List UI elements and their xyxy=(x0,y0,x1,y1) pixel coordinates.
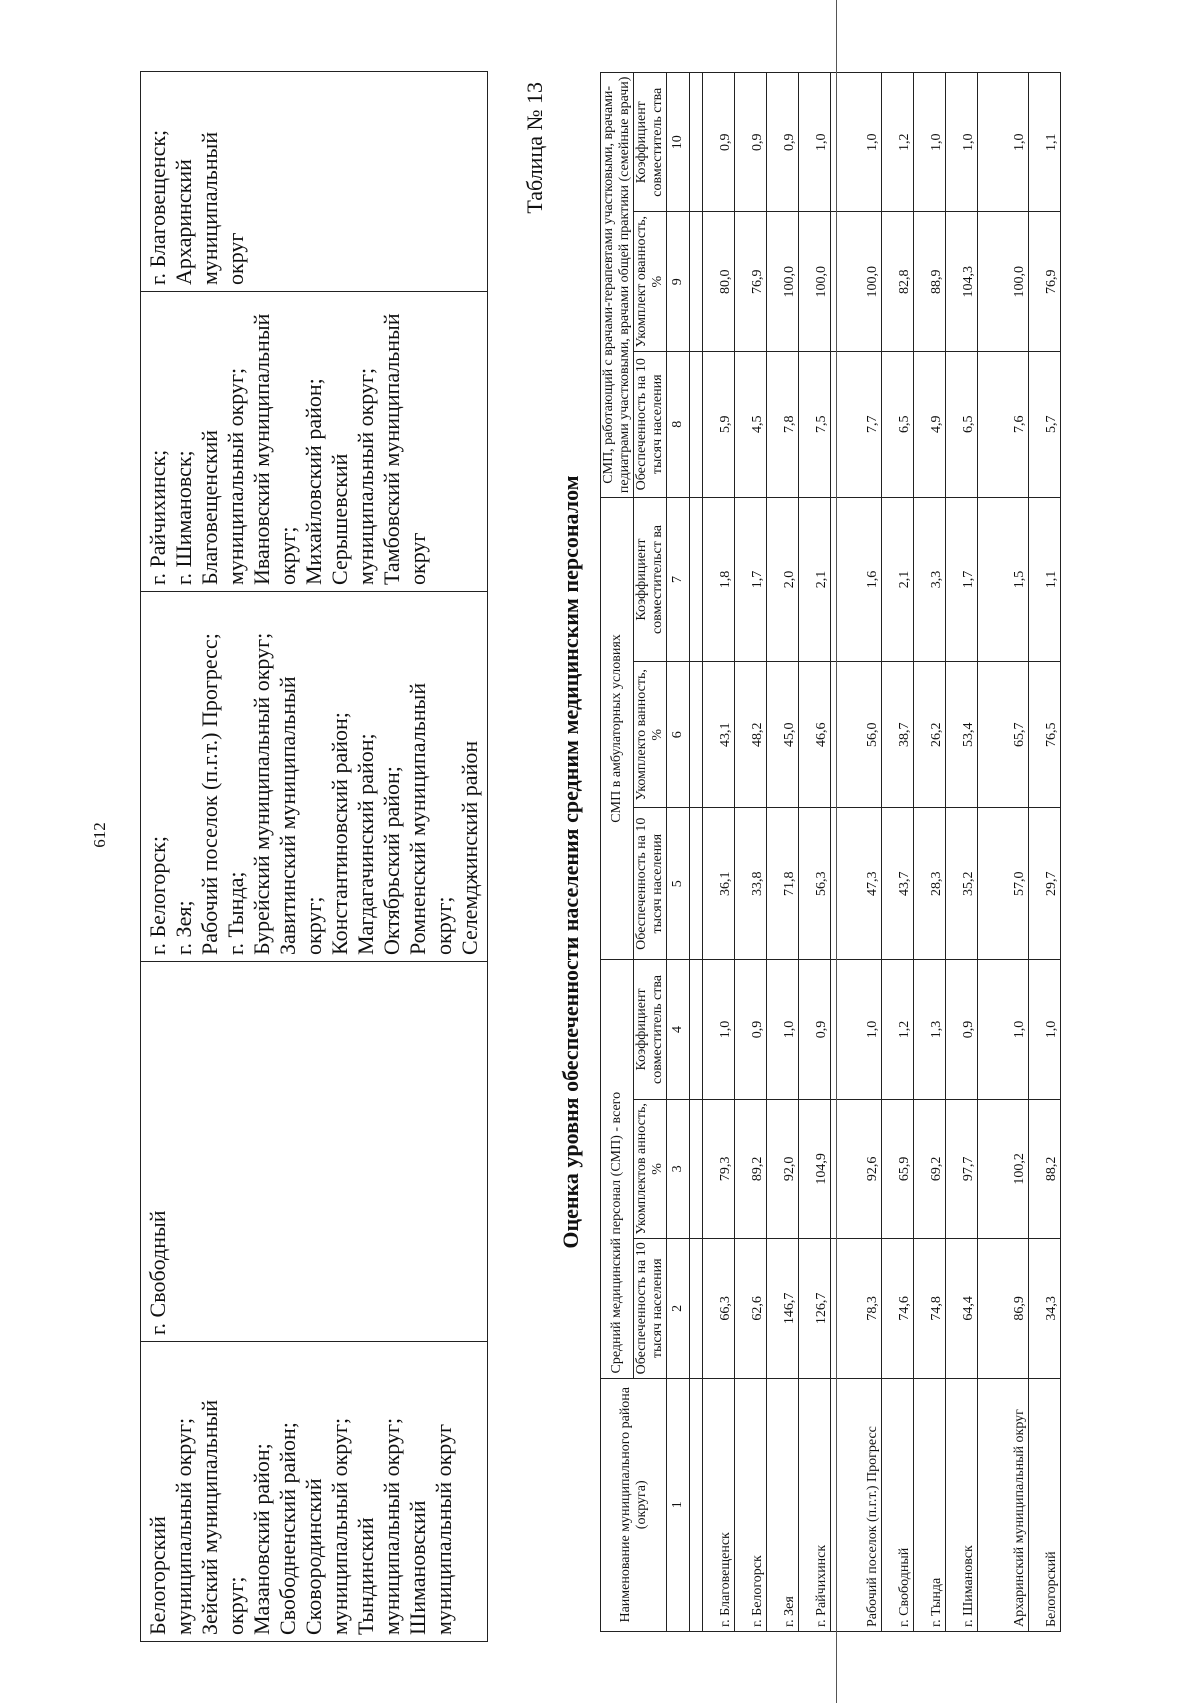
value-cell: 100,0 xyxy=(799,212,831,351)
document-body xyxy=(140,22,1200,1642)
row-name: г. Свободный xyxy=(882,1378,914,1631)
value-cell: 43,1 xyxy=(703,662,735,808)
header-col: Коэффициент совместитель ства xyxy=(634,960,667,1099)
group-cell-5: г. Благовещенск; Архаринский муниципальный округ xyxy=(141,72,488,292)
row-name: Белогорский xyxy=(1029,1378,1061,1631)
index-cell: 9 xyxy=(667,212,690,351)
value-cell: 1,0 xyxy=(978,73,1029,212)
row-name: г. Райчихинск xyxy=(799,1378,831,1631)
value-cell: 1,2 xyxy=(882,960,914,1099)
value-cell: 38,7 xyxy=(882,662,914,808)
value-cell: 29,7 xyxy=(1029,808,1061,960)
blank-row xyxy=(690,73,703,1632)
header-col: Обеспеченность на 10 тысяч населения xyxy=(634,351,667,497)
value-cell: 1,0 xyxy=(914,73,946,212)
value-cell: 80,0 xyxy=(703,212,735,351)
value-cell: 2,1 xyxy=(882,497,914,662)
value-cell: 1,6 xyxy=(831,497,882,662)
row-name: г. Тында xyxy=(914,1378,946,1631)
row-name: г. Белогорск xyxy=(735,1378,767,1631)
value-cell: 0,9 xyxy=(799,960,831,1099)
index-cell: 1 xyxy=(667,1378,690,1631)
value-cell: 0,9 xyxy=(767,73,799,212)
table-row xyxy=(978,73,1029,1632)
value-cell: 1,7 xyxy=(946,497,978,662)
value-cell: 100,0 xyxy=(978,212,1029,351)
value-cell: 1,0 xyxy=(831,73,882,212)
value-cell: 64,4 xyxy=(946,1239,978,1378)
index-cell: 6 xyxy=(667,662,690,808)
header-group-primary: СМП, работающий с врачами-терапевтами участковыми, врачами-педиатрами участковыми, врачами общей практики (семейные врачи) xyxy=(601,73,634,498)
index-cell: 7 xyxy=(667,497,690,662)
value-cell: 1,0 xyxy=(978,960,1029,1099)
value-cell: 1,8 xyxy=(703,497,735,662)
value-cell: 82,8 xyxy=(882,212,914,351)
value-cell: 7,6 xyxy=(978,351,1029,497)
value-cell: 65,9 xyxy=(882,1099,914,1238)
value-cell: 89,2 xyxy=(735,1099,767,1238)
value-cell: 0,9 xyxy=(735,960,767,1099)
group-cell-3: г. Белогорск; г. Зея; Рабочий поселок (п.г.т.) Прогресс; г. Тында; Бурейский муниципальный округ; Завитинский муниципальный округ; Константиновский район; Магдагачинский район; Октябрьский район; Ромненский муниципальный округ; Селемджинский район xyxy=(141,592,488,962)
staffing-table xyxy=(600,72,1061,1632)
table-row xyxy=(946,73,978,1632)
value-cell: 45,0 xyxy=(767,662,799,808)
value-cell: 146,7 xyxy=(767,1239,799,1378)
table-row xyxy=(799,73,831,1632)
value-cell: 28,3 xyxy=(914,808,946,960)
header-group-total: Средний медицинский персонал (СМП) - всего xyxy=(601,960,634,1378)
table-row xyxy=(735,73,767,1632)
value-cell: 36,1 xyxy=(703,808,735,960)
value-cell: 56,3 xyxy=(799,808,831,960)
group-cell-1: Белогорский муниципальный округ; Зейский муниципальный округ; Мазановский район; Свободненский район; Сковородинский муниципальный округ; Тындинский муниципальный округ; Шимановский муниципальный округ xyxy=(141,1342,488,1642)
value-cell: 4,5 xyxy=(735,351,767,497)
header-col: Коэффициент совместитель ства xyxy=(634,73,667,212)
value-cell: 43,7 xyxy=(882,808,914,960)
value-cell: 65,7 xyxy=(978,662,1029,808)
value-cell: 47,3 xyxy=(831,808,882,960)
scan-line xyxy=(836,0,837,1703)
row-name: Архаринский муниципальный округ xyxy=(978,1378,1029,1631)
table-row xyxy=(914,73,946,1632)
groups-table xyxy=(140,71,488,1642)
value-cell: 76,9 xyxy=(735,212,767,351)
header-name: Наименование муниципального района (округа) xyxy=(601,1378,667,1631)
value-cell: 66,3 xyxy=(703,1239,735,1378)
value-cell: 46,6 xyxy=(799,662,831,808)
value-cell: 5,9 xyxy=(703,351,735,497)
value-cell: 1,0 xyxy=(703,960,735,1099)
value-cell: 1,2 xyxy=(882,73,914,212)
value-cell: 1,1 xyxy=(1029,497,1061,662)
value-cell: 92,6 xyxy=(831,1099,882,1238)
value-cell: 104,9 xyxy=(799,1099,831,1238)
value-cell: 53,4 xyxy=(946,662,978,808)
value-cell: 7,7 xyxy=(831,351,882,497)
value-cell: 74,6 xyxy=(882,1239,914,1378)
value-cell: 5,7 xyxy=(1029,351,1061,497)
value-cell: 1,7 xyxy=(735,497,767,662)
table-title: Оценка уровня обеспеченности населения средним медицинским персоналом xyxy=(558,475,583,1249)
value-cell: 0,9 xyxy=(703,73,735,212)
value-cell: 1,0 xyxy=(799,73,831,212)
row-name: Рабочий поселок (п.г.т.) Прогресс xyxy=(831,1378,882,1631)
value-cell: 126,7 xyxy=(799,1239,831,1378)
value-cell: 7,5 xyxy=(799,351,831,497)
index-cell: 8 xyxy=(667,351,690,497)
table-row xyxy=(882,73,914,1632)
index-cell: 5 xyxy=(667,808,690,960)
value-cell: 26,2 xyxy=(914,662,946,808)
value-cell: 88,9 xyxy=(914,212,946,351)
value-cell: 6,5 xyxy=(946,351,978,497)
value-cell: 100,0 xyxy=(831,212,882,351)
value-cell: 1,0 xyxy=(946,73,978,212)
value-cell: 88,2 xyxy=(1029,1099,1061,1238)
value-cell: 100,2 xyxy=(978,1099,1029,1238)
row-name: г. Благовещенск xyxy=(703,1378,735,1631)
value-cell: 1,3 xyxy=(914,960,946,1099)
value-cell: 6,5 xyxy=(882,351,914,497)
value-cell: 100,0 xyxy=(767,212,799,351)
page-number: 612 xyxy=(90,822,109,848)
index-row xyxy=(667,73,690,1632)
value-cell: 2,0 xyxy=(767,497,799,662)
value-cell: 86,9 xyxy=(978,1239,1029,1378)
header-col: Укомплекто ванность, % xyxy=(634,662,667,808)
value-cell: 34,3 xyxy=(1029,1239,1061,1378)
index-cell: 2 xyxy=(667,1239,690,1378)
value-cell: 56,0 xyxy=(831,662,882,808)
value-cell: 79,3 xyxy=(703,1099,735,1238)
value-cell: 76,5 xyxy=(1029,662,1061,808)
value-cell: 3,3 xyxy=(914,497,946,662)
value-cell: 0,9 xyxy=(735,73,767,212)
value-cell: 0,9 xyxy=(946,960,978,1099)
header-col: Коэффициент совместительст ва xyxy=(634,497,667,662)
value-cell: 1,1 xyxy=(1029,73,1061,212)
index-cell: 10 xyxy=(667,73,690,212)
value-cell: 48,2 xyxy=(735,662,767,808)
group-cell-4: г. Райчихинск; г. Шимановск; Благовещенский муниципальный округ; Ивановский муниципальный округ; Михайловский район; Серышевский муниципальный округ; Тамбовский муниципальный округ xyxy=(141,292,488,592)
header-col: Укомплектов анность, % xyxy=(634,1099,667,1238)
value-cell: 74,8 xyxy=(914,1239,946,1378)
row-name: г. Шимановск xyxy=(946,1378,978,1631)
value-cell: 1,5 xyxy=(978,497,1029,662)
header-col: Обеспеченность на 10 тысяч населения xyxy=(634,808,667,960)
group-cell-2: г. Свободный xyxy=(141,962,488,1342)
value-cell: 7,8 xyxy=(767,351,799,497)
value-cell: 78,3 xyxy=(831,1239,882,1378)
value-cell: 92,0 xyxy=(767,1099,799,1238)
value-cell: 57,0 xyxy=(978,808,1029,960)
value-cell: 104,3 xyxy=(946,212,978,351)
table-number: Таблица № 13 xyxy=(522,82,547,214)
index-cell: 4 xyxy=(667,960,690,1099)
value-cell: 76,9 xyxy=(1029,212,1061,351)
value-cell: 71,8 xyxy=(767,808,799,960)
table-row xyxy=(1029,73,1061,1632)
value-cell: 1,0 xyxy=(767,960,799,1099)
value-cell: 35,2 xyxy=(946,808,978,960)
value-cell: 4,9 xyxy=(914,351,946,497)
table-row xyxy=(767,73,799,1632)
header-group-ambulatory: СМП в амбулаторных условиях xyxy=(601,497,634,960)
value-cell: 1,0 xyxy=(831,960,882,1099)
value-cell: 33,8 xyxy=(735,808,767,960)
value-cell: 97,7 xyxy=(946,1099,978,1238)
row-name: г. Зея xyxy=(767,1378,799,1631)
index-cell: 3 xyxy=(667,1099,690,1238)
table-row xyxy=(831,73,882,1632)
value-cell: 69,2 xyxy=(914,1099,946,1238)
header-col: Укомплект ованность, % xyxy=(634,212,667,351)
value-cell: 1,0 xyxy=(1029,960,1061,1099)
value-cell: 2,1 xyxy=(799,497,831,662)
table-row xyxy=(703,73,735,1632)
header-col: Обеспеченность на 10 тысяч населения xyxy=(634,1239,667,1378)
value-cell: 62,6 xyxy=(735,1239,767,1378)
